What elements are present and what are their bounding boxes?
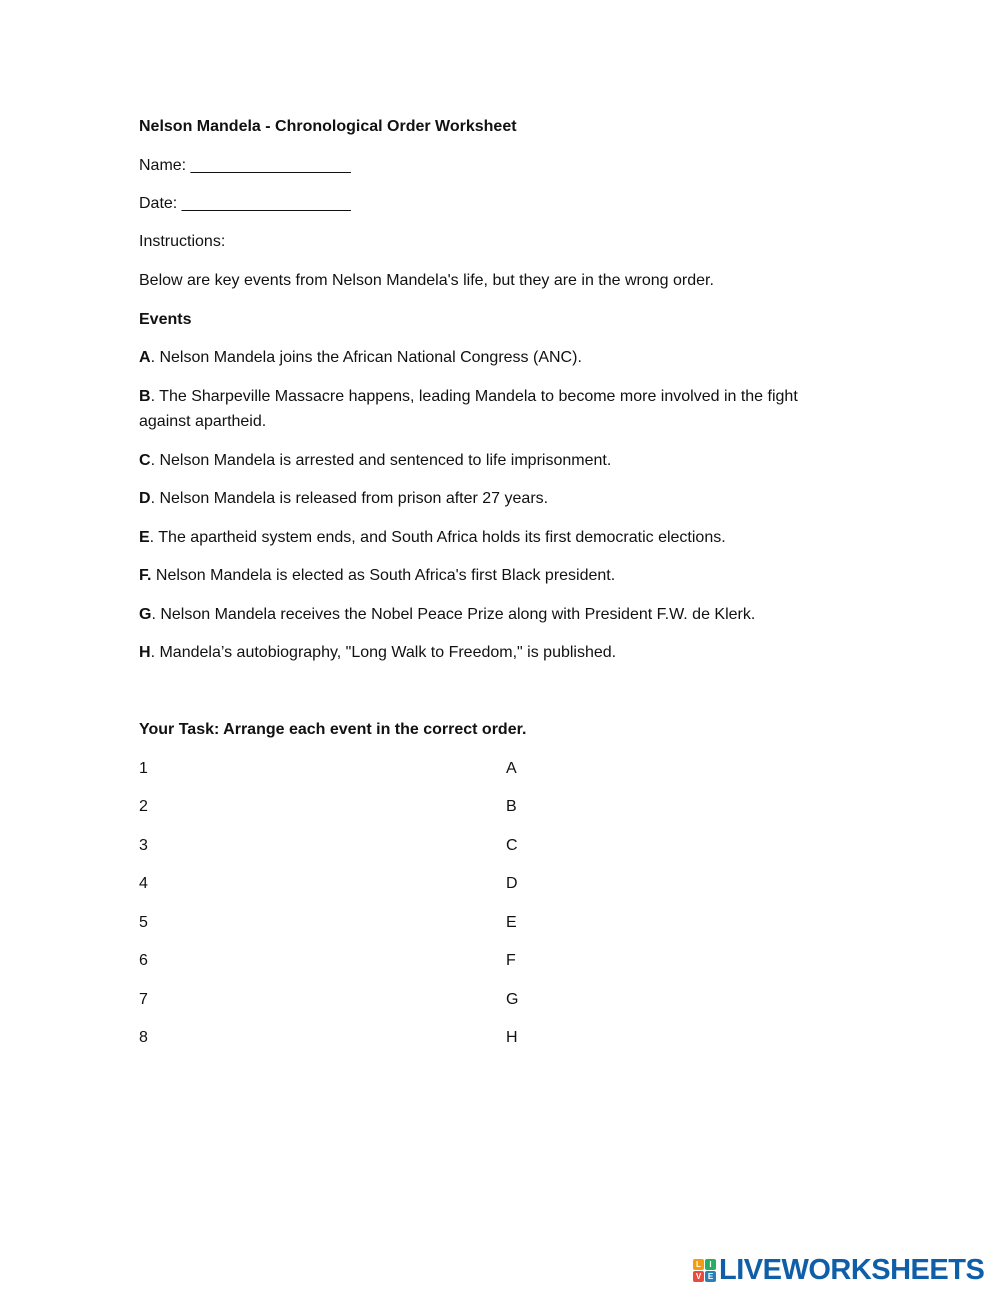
order-answer-slot[interactable]: A (506, 760, 517, 777)
event-letter: A (139, 349, 151, 366)
event-letter: C (139, 452, 151, 469)
order-answer-slot[interactable]: H (506, 1029, 518, 1046)
order-answer-slot[interactable]: G (506, 991, 519, 1008)
events-heading: Events (139, 311, 192, 328)
event-text: Nelson Mandela is elected as South Africa's first Black president. (151, 567, 616, 584)
order-number: 7 (139, 991, 148, 1008)
event-text: The apartheid system ends, and South Africa holds its first democratic elections. (154, 529, 726, 546)
name-field[interactable]: Name: __________________ (139, 157, 351, 174)
event-letter: B (139, 388, 151, 405)
order-answer-slot[interactable]: E (506, 914, 517, 931)
order-number: 8 (139, 1029, 148, 1046)
order-answer-slot[interactable]: B (506, 798, 517, 815)
event-text: The Sharpeville Massacre happens, leading Mandela to become more involved in the fight against apartheid. (139, 388, 798, 430)
order-number: 3 (139, 837, 148, 854)
event-text: Mandela’s autobiography, "Long Walk to Freedom," is published. (155, 644, 617, 661)
event-letter: D (139, 490, 151, 507)
event-letter: F. (139, 567, 152, 584)
order-answer-slot[interactable]: D (506, 875, 518, 892)
event-letter: H (139, 644, 151, 661)
order-number: 4 (139, 875, 148, 892)
event-item: D. Nelson Mandela is released from prison after 27 years. (139, 490, 549, 507)
event-item: A. Nelson Mandela joins the African National Congress (ANC). (139, 349, 582, 366)
order-number: 2 (139, 798, 148, 815)
task-heading: Your Task: Arrange each event in the correct order. (139, 721, 527, 738)
logo-text: LIVEWORKSHEETS (719, 1253, 985, 1286)
event-item: B. The Sharpeville Massacre happens, leading Mandela to become more involved in the fight against apartheid. (139, 388, 798, 430)
order-number: 6 (139, 952, 148, 969)
event-text: Nelson Mandela is arrested and sentenced to life imprisonment. (155, 452, 612, 469)
instructions-label: Instructions: (139, 233, 226, 250)
order-number: 5 (139, 914, 148, 931)
order-answer-slot[interactable]: F (506, 952, 516, 969)
event-item (139, 566, 615, 586)
event-text: Nelson Mandela is released from prison after 27 years. (155, 490, 549, 507)
page-title: Nelson Mandela - Chronological Order Worksheet (139, 118, 517, 135)
instructions-text: Below are key events from Nelson Mandela's life, but they are in the wrong order. (139, 272, 714, 289)
order-answer-slot[interactable]: C (506, 837, 518, 854)
event-item: E. The apartheid system ends, and South Africa holds its first democratic elections. (139, 529, 726, 546)
order-number: 1 (139, 760, 148, 777)
date-field[interactable]: Date: ___________________ (139, 195, 351, 212)
event-text: Nelson Mandela joins the African National Congress (ANC). (155, 349, 582, 366)
event-letter: G (139, 606, 152, 623)
event-item: C. Nelson Mandela is arrested and sentenced to life imprisonment. (139, 452, 612, 469)
event-item: G. Nelson Mandela receives the Nobel Peace Prize along with President F.W. de Klerk. (139, 606, 756, 623)
logo-mark-icon: L I V E (693, 1259, 716, 1282)
event-text: Nelson Mandela receives the Nobel Peace Prize along with President F.W. de Klerk. (155, 606, 756, 623)
liveworksheets-logo (693, 1253, 985, 1286)
event-letter: E (139, 529, 150, 546)
event-item: H. Mandela’s autobiography, "Long Walk to Freedom," is published. (139, 644, 617, 661)
